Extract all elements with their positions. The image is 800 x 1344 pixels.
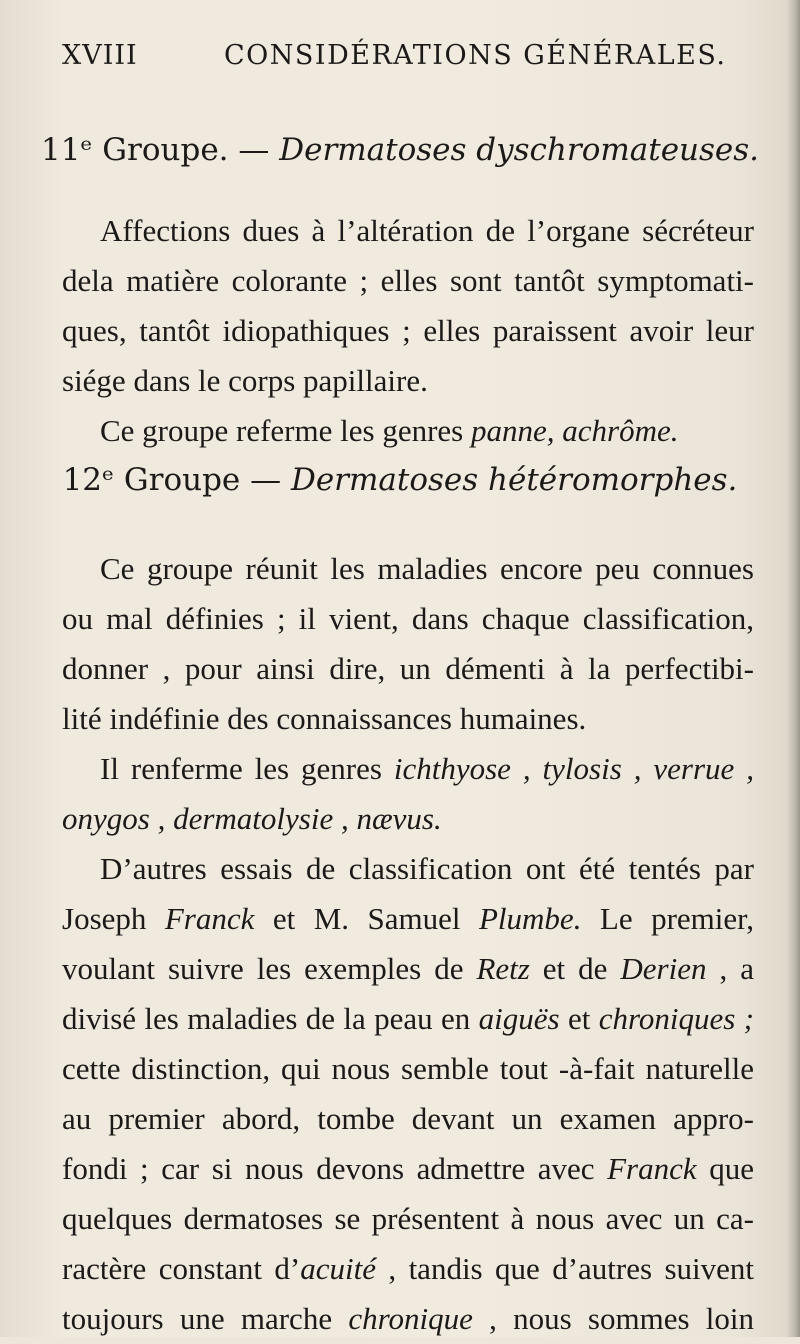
running-title: CONSIDÉRATIONS GÉNÉRALES. — [224, 40, 727, 71]
genre-list: ichthyose , tylosis , verrue , — [393, 751, 754, 786]
term: acuité — [300, 1251, 376, 1286]
genre-list: onygos , dermatolysie , nævus. — [62, 801, 442, 836]
group-12-heading-label: 12ᵉ Groupe — — [62, 462, 291, 498]
running-head — [62, 40, 742, 80]
text-span: et de — [529, 951, 621, 986]
text-span: toujours une marche — [62, 1301, 349, 1336]
text-span: Ce groupe referme les genres — [100, 413, 471, 448]
group-11-heading-label: 11ᵉ Groupe. — — [40, 132, 280, 168]
text-span: , nous sommes loin — [472, 1301, 755, 1336]
group-11-heading-title: Dermatoses dyschromateuses. — [279, 132, 760, 168]
term: aiguës — [478, 1001, 560, 1036]
text-span: , tandis que d’autres suivent — [376, 1251, 754, 1286]
text-line: au premier abord, tombe devant un examen appro- — [62, 1101, 754, 1136]
text-line — [62, 744, 754, 794]
text-line: D’autres essais de classification ont été tentés par — [100, 851, 754, 886]
text-span: divisé les maladies de la peau en — [62, 1001, 479, 1036]
text-line: dela matière colorante ; elles sont tantôt symptomati- — [62, 263, 754, 298]
text-span: ractère constant d’ — [62, 1251, 301, 1286]
text-line: siége dans le corps papillaire. — [62, 363, 428, 398]
text-line: ou mal définies ; il vient, dans chaque classification, — [62, 601, 754, 636]
text-span: , a — [706, 951, 754, 986]
page-number: XVIII — [62, 40, 138, 71]
text-span: Le premier, — [581, 901, 755, 936]
text-span: Il renferme les genres — [100, 751, 394, 786]
text-line — [62, 944, 754, 994]
text-span: Joseph — [62, 901, 165, 936]
text-span: que — [696, 1151, 754, 1186]
group-12-paragraph — [62, 544, 754, 1344]
author-name: Franck — [607, 1151, 697, 1186]
text-line: cette distinction, qui nous semble tout -à-fait naturelle — [62, 1051, 754, 1086]
text-line: ques, tantôt idiopathiques ; elles paraissent avoir leur — [62, 313, 754, 348]
text-line: donner , pour ainsi dire, un démenti à la perfectibi- — [62, 651, 754, 686]
group-11-paragraph — [62, 206, 754, 456]
group-12-heading — [0, 462, 800, 498]
author-name: Derien — [620, 951, 707, 986]
genre-list: panne, achrôme. — [470, 413, 679, 448]
text-line — [62, 406, 754, 456]
text-span: et — [559, 1001, 599, 1036]
text-span: fondi ; car si nous devons admettre avec — [62, 1151, 608, 1186]
term: chronique — [348, 1301, 473, 1336]
text-line — [62, 794, 754, 844]
author-name: Retz — [476, 951, 530, 986]
text-line — [62, 1244, 754, 1294]
group-11-heading — [0, 132, 800, 168]
text-line — [62, 894, 754, 944]
term: chroniques ; — [598, 1001, 755, 1036]
text-line — [62, 1144, 754, 1194]
author-name: Plumbe. — [479, 901, 582, 936]
text-span: et M. Samuel — [254, 901, 479, 936]
text-line — [62, 994, 754, 1044]
group-12-heading-title: Dermatoses hétéromorphes. — [290, 462, 738, 498]
author-name: Franck — [164, 901, 255, 936]
text-line: lité indéfinie des connaissances humaines. — [62, 701, 587, 736]
text-span: voulant suivre les exemples de — [62, 951, 477, 986]
text-line: Ce groupe réunit les maladies encore peu connues — [100, 551, 754, 586]
page-edge-shadow — [786, 0, 800, 1337]
text-line: Affections dues à l’altération de l’organe sécréteur — [100, 213, 754, 248]
text-line: quelques dermatoses se présentent à nous avec un ca- — [62, 1201, 754, 1236]
